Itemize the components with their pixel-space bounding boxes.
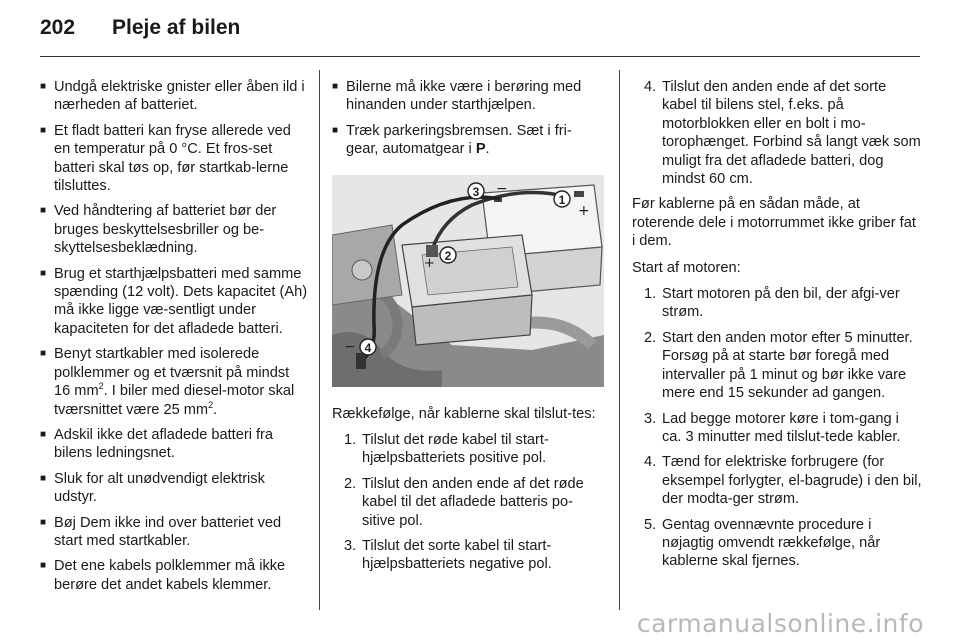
precaution-list [40, 78, 308, 594]
step-text: Gentag ovennævnte procedure i nøjagtig omvendt rækkefølge, når kablerne skal fjernes. [662, 516, 881, 570]
step-number: 3. [344, 538, 357, 555]
list-item: ■ Ved håndtering af batteriet bør der bruges beskyttelsesbriller og be-skyttelsesbeklædning. [40, 202, 308, 257]
callout-1-label: 1 [558, 192, 566, 207]
cable-text-1: Benyt startkabler med isolerede polklemmer og et tværsnit på mindst 16 mm [54, 346, 290, 400]
connect-steps-continued [632, 78, 922, 188]
parking-brake-end: . [485, 141, 490, 158]
step-number: 1. [344, 432, 357, 449]
step-text: Tilslut det sorte kabel til start-hjælpsbatteriets negative pol. [362, 538, 552, 573]
callout-4-label: 4 [364, 340, 372, 355]
callout-1 [554, 191, 570, 207]
section-title: Pleje af bilen [112, 16, 241, 39]
start-engine-heading: Start af motoren: [632, 259, 741, 276]
list-item [632, 453, 922, 508]
jump-start-illustration [332, 175, 604, 387]
list-item [632, 410, 922, 447]
svg-text:+: + [424, 255, 435, 271]
column-1 [40, 78, 308, 601]
svg-text:−: − [344, 338, 356, 355]
connect-steps [332, 431, 604, 574]
list-item: ■ Sluk for alt unødvendigt elektrisk udstyr. [40, 470, 308, 507]
svg-text:+: + [578, 202, 590, 219]
list-item: ■ Det ene kabels polklemmer må ikke berøre det andet kabels klemmer. [40, 557, 308, 594]
page-header [40, 16, 240, 52]
list-item [332, 537, 604, 574]
step-text: Start motoren på den bil, der afgi-ver strøm. [662, 286, 900, 321]
step-text: Lad begge motorer køre i tom-gang i ca. 3 minutter med tilslut-tede kabler. [662, 410, 901, 445]
cable-text-2: . I biler med diesel-motor skal tværsnittet være 25 mm [54, 383, 295, 418]
step-number: 3. [644, 410, 657, 427]
list-item [632, 78, 922, 188]
precaution-list-continued [332, 78, 604, 159]
callout-4 [360, 339, 376, 355]
callout-3-label: 3 [472, 184, 480, 199]
cable-text-3: . [213, 401, 218, 418]
parking-brake-text: Træk parkeringsbremsen. Sæt i fri-gear, automatgear i [346, 122, 572, 158]
superscript: 2 [208, 399, 214, 410]
step-text: Tilslut den anden ende af det røde kabel til det afladede batteris po-sitive pol. [362, 475, 584, 529]
list-item: ■ Bilerne må ikke være i berøring med hinanden under starthjælpen. [332, 78, 604, 115]
gear-p: P [475, 141, 486, 158]
superscript: 2 [98, 381, 104, 392]
watermark: carmanualsonline.info [636, 609, 924, 638]
step-number: 5. [644, 516, 657, 533]
step-text: Tilslut den anden ende af det sorte kabel til bilens stel, f.eks. på motorblokken eller en bolt i mo-torophænget. Forbind så langt væk som muligt fra det afladede batteri, dog mindst 60 cm. [662, 79, 921, 188]
list-item: ■ Adskil ikke det afladede batteri fra bilens ledningsnet. [40, 426, 308, 463]
engine-bay-drawing [332, 175, 604, 387]
step-number: 2. [344, 475, 357, 492]
start-engine-steps [632, 285, 922, 571]
callout-2 [440, 247, 456, 263]
step-number: 4. [644, 454, 657, 471]
step-text: Tilslut det røde kabel til start-hjælpsbatteriets positive pol. [362, 432, 549, 467]
list-item: ■ Et fladt batteri kan fryse allerede ved en temperatur på 0 °C. Et fros-set batteri skal tøs op, før startkab-lerne tilsluttes. [40, 122, 308, 196]
step-text: Tænd for elektriske forbrugere (for eksempel forlygter, el-bagrude) i den bil, der modta-ger strøm. [662, 454, 922, 508]
step-number: 2. [644, 329, 657, 346]
list-item: ■ Bøj Dem ikke ind over batteriet ved start med startkabler. [40, 514, 308, 551]
list-item [632, 516, 922, 571]
list-item: ■ Undgå elektriske gnister eller åben ild i nærheden af batteriet. [40, 78, 308, 115]
svg-text:−: − [496, 180, 508, 197]
column-3 [632, 78, 922, 578]
step-text: Start den anden motor efter 5 minutter. Forsøg på at starte bør foregå med intervaller på 1 minut og bør ikke vare mere end 15 sekunder ad gangen. [662, 329, 913, 402]
callout-3 [468, 183, 484, 199]
list-item-parking-brake [332, 122, 604, 159]
page-number: 202 [40, 16, 76, 39]
column-2 [332, 78, 604, 581]
column-divider-2 [619, 70, 620, 610]
list-item [332, 475, 604, 530]
step-number: 1. [644, 286, 657, 303]
callout-2-label: 2 [444, 248, 452, 263]
list-item [632, 329, 922, 403]
list-item [332, 431, 604, 468]
sequence-intro: Rækkefølge, når kablerne skal tilslut-tes: [332, 405, 596, 422]
cable-routing-note: Før kablerne på en sådan måde, at roterende dele i motorrummet ikke griber fat i dem. [632, 196, 916, 250]
step-number: 4. [644, 79, 657, 95]
column-divider-1 [319, 70, 320, 610]
list-item [632, 285, 922, 322]
list-item: ■ Brug et starthjælpsbatteri med samme spænding (12 volt). Dets kapacitet (Ah) må ikke ligge væ-sentligt under kapaciteten for det afladede batteri. [40, 265, 308, 339]
list-item-cable-cross-section [40, 345, 308, 419]
header-divider [40, 56, 920, 57]
